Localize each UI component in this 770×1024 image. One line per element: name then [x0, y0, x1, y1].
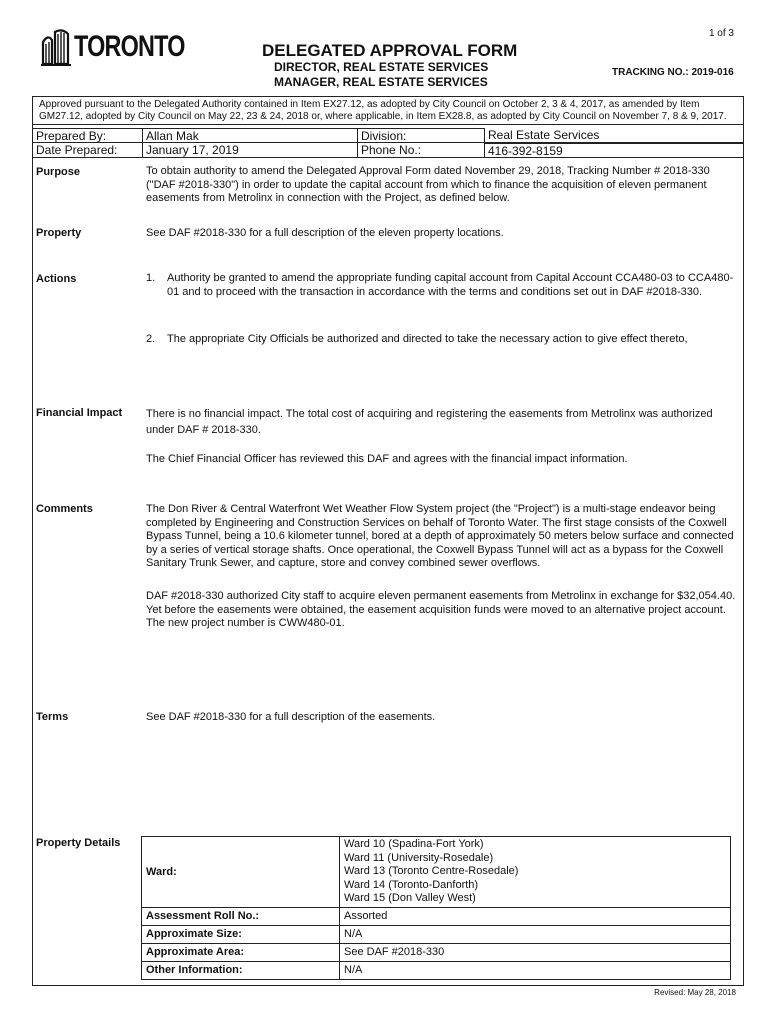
approval-line-1: Approved pursuant to the Delegated Authority contained in Item EX27.12, as adopted by City Council on October 2, 3 & 4, 2017, as amended by Item [39, 99, 700, 110]
ward-item: Ward 14 (Toronto-Danforth) [344, 878, 479, 891]
ward-item: Ward 13 (Toronto Centre-Rosedale) [344, 865, 519, 877]
action-text-1: Authority be granted to amend the appropriate funding capital account from Capital Account CCA480-03 to CCA480-01 and to proceed with the transaction in accordance with the terms and conditions set out in DAF #2018-330. [167, 272, 734, 298]
ward-row [142, 837, 731, 908]
other-information-row [142, 961, 731, 979]
purpose-text: To obtain authority to amend the Delegated Approval Form dated November 29, 2018, Tracking Number # 2018-330 ("DAF #2018-330") in order to update the capital account from which to finance the acquisition of eleven permanent easements from Metrolinx in connection with the Project, as defined below. [146, 165, 710, 204]
comments-text-2: DAF #2018-330 authorized City staff to acquire eleven permanent easements from Metrolinx in exchange for $32,054.40. Yet before the easements were obtained, the easement acquisition funds were moved to an alternative project account. The new project number is CWW480-01. [146, 590, 736, 629]
terms-text: See DAF #2018-330 for a full description of the easements. [146, 711, 436, 723]
property-details-table [141, 836, 731, 980]
approximate-size-row [142, 925, 731, 943]
property-details-label: Property Details [36, 837, 121, 849]
comments-label: Comments [36, 503, 93, 515]
form-subtitle-manager: MANAGER, REAL ESTATE SERVICES [274, 75, 488, 89]
date-prepared-label: Date Prepared: [32, 143, 143, 158]
property-label: Property [36, 227, 82, 239]
ward-list [340, 837, 731, 908]
approximate-size-label: Approximate Size: [142, 925, 340, 943]
division-value: Real Estate Services [485, 128, 744, 143]
action-number-2: 2. [146, 333, 156, 345]
toronto-logo [40, 24, 185, 68]
purpose-label: Purpose [36, 166, 81, 178]
page-number: 1 of 3 [708, 28, 734, 39]
prepared-by-label: Prepared By: [32, 128, 143, 143]
other-information-value: N/A [340, 961, 731, 979]
action-number-1: 1. [146, 272, 156, 284]
logo-wordmark: TORONTO [74, 30, 185, 63]
action-item-1 [146, 272, 741, 299]
comments-text-1: The Don River & Central Waterfront Wet Weather Flow System project (the "Project") is a multi-stage endeavor being completed by Engineering and Construction Services on behalf of Toronto Water. The first stage consists of the Coxwell Bypass Tunnel, being a 10.6 kilometer tunnel, bored at a depth of approximately 50 meters below surface and connected by a series of vertical storage shafts. Once operational, the Coxwell Bypass Tunnel will act as a bypass for the Coxwell Sanitary Trunk Sewer, and capture, store and convey combined sewer overflows. [146, 503, 734, 569]
actions-label: Actions [36, 273, 77, 285]
assessment-roll-label: Assessment Roll No.: [142, 907, 340, 925]
city-hall-icon [40, 24, 74, 68]
revised-date: Revised: May 28, 2018 [654, 988, 736, 997]
property-text: See DAF #2018-330 for a full description of the eleven property locations. [146, 227, 504, 239]
form-subtitle-director: DIRECTOR, REAL ESTATE SERVICES [274, 60, 489, 74]
form-title: DELEGATED APPROVAL FORM [262, 41, 518, 60]
ward-item: Ward 15 (Don Valley West) [344, 892, 476, 904]
approximate-area-value: See DAF #2018-330 [340, 943, 731, 961]
prepared-by-value: Allan Mak [143, 128, 358, 143]
tracking-number: TRACKING NO.: 2019-016 [612, 67, 734, 78]
approximate-area-row [142, 943, 731, 961]
date-prepared-value: January 17, 2019 [143, 143, 358, 158]
financial-impact-label: Financial Impact [36, 407, 123, 419]
terms-label: Terms [36, 711, 69, 723]
ward-item: Ward 10 (Spadina-Fort York) [344, 838, 484, 850]
other-information-label: Other Information: [142, 961, 340, 979]
approval-authority-note [32, 96, 744, 124]
assessment-roll-value: Assorted [340, 907, 731, 925]
approval-line-2: GM27.12, adopted by City Council on May 22, 23 & 24, 2018 or, where applicable, in Item EX28.8, as adopted by City Council on November 7, 8 & 9, 2017. [39, 111, 727, 122]
division-label: Division: [358, 128, 485, 143]
assessment-roll-row [142, 907, 731, 925]
action-item-2 [146, 333, 741, 347]
ward-item: Ward 11 (University-Rosedale) [344, 851, 494, 864]
approximate-size-value: N/A [340, 925, 731, 943]
phone-label: Phone No.: [358, 143, 485, 158]
approximate-area-label: Approximate Area: [142, 943, 340, 961]
financial-impact-text-2: The Chief Financial Officer has reviewed this DAF and agrees with the financial impact information. [146, 453, 628, 465]
action-text-2: The appropriate City Officials be authorized and directed to take the necessary action to give effect thereto, [167, 333, 688, 345]
ward-label: Ward: [142, 837, 340, 908]
phone-value: 416-392-8159 [485, 143, 744, 158]
financial-impact-text-1: There is no financial impact. The total cost of acquiring and registering the easements from Metrolinx was authorized under DAF # 2018-330. [146, 408, 713, 436]
